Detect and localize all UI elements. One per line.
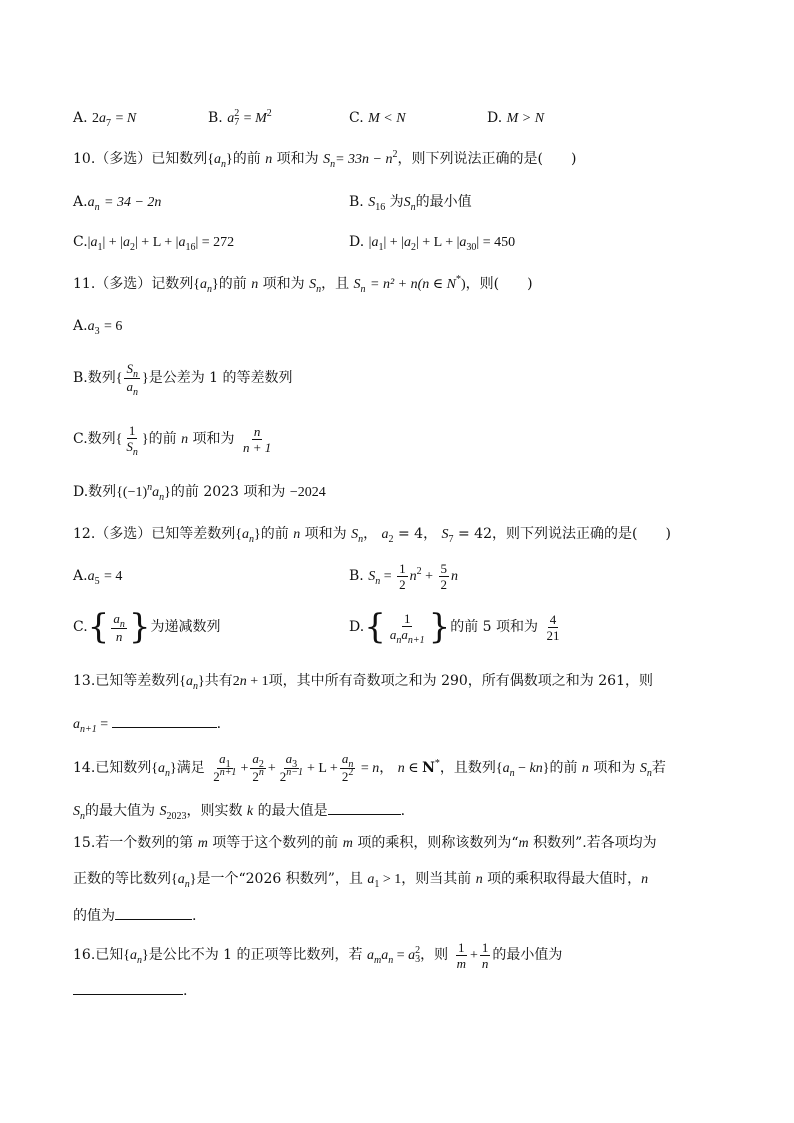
q12-option-d: D.{ $\frac{1}{a_na_{n+1}}$ }的前 5 项和为 $\frac{4}{21}$ [349,607,560,647]
q15-line2: 正数的等比数列$\{a_n\}$是一个“2026 积数列”，且 $a_1 > 1$，则当其前 n 项的乘积取得最大值时，n [73,871,649,890]
q13-line2: $a_{n+1}$ = . [73,713,221,736]
q14-answer-blank[interactable] [328,800,401,815]
q10-option-b: B. $S_{16}$ 为$S_n$的最小值 [349,194,472,213]
q13-answer-blank[interactable] [112,713,217,728]
q16-answer-blank[interactable] [73,980,183,995]
q11-stem: 11.（多选）记数列$\{a_n\}$的前 n 项和为 $S_n$，且 $S_n = n^2 + n(n$ ∈ N*)，则( ) [73,274,533,295]
q16-line2: . [73,980,187,1001]
q11-option-b: B.数列{ $\frac{S_n}{a_n}$ }是公差为 1 的等差数列 [73,360,293,398]
q14-line1: 14.已知数列$\{a_n\}$满足 $\frac{a_1}{2^{n+1}}$ + $\frac{a_2}{2^n}$ + $\frac{a_3}{2^{n-1}}$ + L + $\frac{a_n}{2^2}$ = n， n ∈ N*，且数列$\{a_n - kn\}$的前 n 项和为 $S_n$若 [73,750,666,784]
q13-line1: 13.已知等差数列$\{a_n\}$共有2n + 1项，其中所有奇数项之和为 290，所有偶数项之和为 261，则 [73,673,653,692]
q9-option-a: A. $2a_7 = N$ [73,110,137,129]
q12-stem: 12.（多选）已知等差数列$\{a_n\}$的前 n 项和为 $S_n$， $a_2 = 4$， $S_7 = 42$，则下列说法正确的是( ) [73,526,671,545]
q9-option-d: D. M > N [487,110,545,126]
q10-option-a: $A.a_n = 34 - 2n$ [73,194,162,213]
q15-line1: 15.若一个数列的第 m 项等于这个数列的前 m 项的乘积，则称该数列为“m 积数列”.若各项均为 [73,835,657,851]
q12-option-b: B. $S_n$ = $\frac{1}{2}$ $n^2$ + $\frac{5}{2}$ n [349,560,459,592]
q15-answer-blank[interactable] [115,905,192,920]
q11-option-a: $A.a_3 = 6$ [73,318,123,337]
q9-option-c: C. M < N [349,110,406,126]
q16-line1: 16.已知$\{a_n\}$是公比不为 1 的正项等比数列，若 $a_ma_n = a$ 2 3 ，则 $\frac{1}{m}$ + $\frac{1}{n}$ 的最小值为 [73,939,563,971]
q12-option-a: $A.a_5 = 4$ [73,568,123,587]
q15-line3: 的值为 . [73,905,196,926]
q11-option-d: D.数列$\{(-1)^na_n\}$的前 2023 项和为 −2024 [73,482,326,503]
q14-line2: $S_n$的最大值为 $S_{2023}$，则实数 k 的最大值是 . [73,800,405,823]
q9-option-b: B. a 2 7 = $M^2$ [208,108,272,128]
q11-option-c: C.数列{ $\frac{1}{S_n}$ }的前 n 项和为 $\frac{n}{n + 1}$ [73,422,272,458]
q10-stem: 10.（多选）已知数列$\{a_n\}$的前 n 项和为 $S_n= 33n - n^2$，则下列说法正确的是( ) [73,149,577,170]
q10-option-d: D. $|a_1| + |a_2| + L + |a_{30}| = 450$ [349,234,516,253]
q10-option-c: $C.|a_1| + |a_2| + L + |a_{16}| = 272$ [73,234,235,253]
q12-option-c: C.{ $\frac{a_n}{n}$ }为递减数列 [73,607,221,647]
